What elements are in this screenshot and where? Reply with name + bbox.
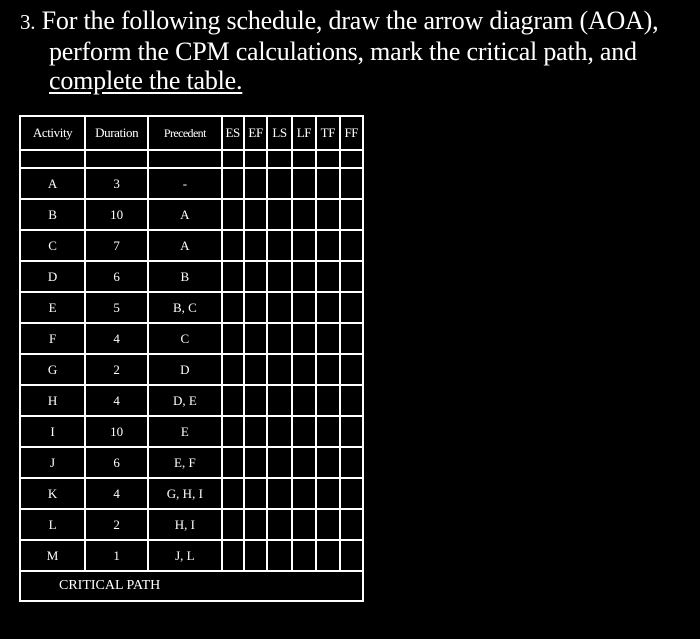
duration-cell: 10 bbox=[85, 199, 148, 230]
ef-cell bbox=[244, 385, 267, 416]
header-ls: LS bbox=[267, 116, 291, 150]
precedent-cell: A bbox=[148, 230, 221, 261]
precedent-cell: C bbox=[148, 323, 221, 354]
es-cell bbox=[222, 199, 244, 230]
ff-cell bbox=[340, 199, 363, 230]
spacer-cell bbox=[20, 150, 85, 168]
ef-cell bbox=[244, 509, 267, 540]
es-cell bbox=[222, 509, 244, 540]
activity-cell: E bbox=[20, 292, 85, 323]
activity-cell: D bbox=[20, 261, 85, 292]
precedent-cell: A bbox=[148, 199, 221, 230]
lf-cell bbox=[292, 261, 316, 292]
duration-cell: 4 bbox=[85, 385, 148, 416]
precedent-cell: E bbox=[148, 416, 221, 447]
precedent-cell: H, I bbox=[148, 509, 221, 540]
table-row bbox=[20, 416, 363, 447]
precedent-cell: J, L bbox=[148, 540, 221, 571]
header-ef: EF bbox=[244, 116, 267, 150]
ls-cell bbox=[267, 478, 291, 509]
question-text bbox=[20, 6, 695, 95]
table-row bbox=[20, 323, 363, 354]
question-line-2: perform the CPM calculations, mark the critical path, and bbox=[49, 37, 637, 66]
ef-cell bbox=[244, 540, 267, 571]
ef-cell bbox=[244, 199, 267, 230]
activity-cell: G bbox=[20, 354, 85, 385]
lf-cell bbox=[292, 478, 316, 509]
duration-cell: 4 bbox=[85, 323, 148, 354]
tf-cell bbox=[316, 478, 339, 509]
header-duration: Duration bbox=[85, 116, 148, 150]
es-cell bbox=[222, 354, 244, 385]
duration-cell: 6 bbox=[85, 447, 148, 478]
tf-cell bbox=[316, 540, 339, 571]
ef-cell bbox=[244, 416, 267, 447]
ff-cell bbox=[340, 292, 363, 323]
spacer-cell bbox=[340, 150, 363, 168]
header-activity: Activity bbox=[20, 116, 85, 150]
schedule-table bbox=[19, 115, 364, 602]
activity-cell: B bbox=[20, 199, 85, 230]
es-cell bbox=[222, 385, 244, 416]
activity-cell: J bbox=[20, 447, 85, 478]
ff-cell bbox=[340, 230, 363, 261]
ef-cell bbox=[244, 323, 267, 354]
precedent-cell: B, C bbox=[148, 292, 221, 323]
ls-cell bbox=[267, 230, 291, 261]
precedent-cell: D bbox=[148, 354, 221, 385]
spacer-cell bbox=[148, 150, 221, 168]
activity-cell: H bbox=[20, 385, 85, 416]
ff-cell bbox=[340, 478, 363, 509]
ff-cell bbox=[340, 323, 363, 354]
ls-cell bbox=[267, 416, 291, 447]
precedent-cell: B bbox=[148, 261, 221, 292]
table-row bbox=[20, 447, 363, 478]
ff-cell bbox=[340, 540, 363, 571]
ls-cell bbox=[267, 447, 291, 478]
lf-cell bbox=[292, 323, 316, 354]
duration-cell: 6 bbox=[85, 261, 148, 292]
table-row bbox=[20, 261, 363, 292]
ef-cell bbox=[244, 447, 267, 478]
tf-cell bbox=[316, 323, 339, 354]
ef-cell bbox=[244, 478, 267, 509]
tf-cell bbox=[316, 447, 339, 478]
tf-cell bbox=[316, 385, 339, 416]
header-ff: FF bbox=[340, 116, 363, 150]
lf-cell bbox=[292, 230, 316, 261]
table-row bbox=[20, 168, 363, 199]
tf-cell bbox=[316, 354, 339, 385]
ef-cell bbox=[244, 354, 267, 385]
table-row bbox=[20, 230, 363, 261]
duration-cell: 7 bbox=[85, 230, 148, 261]
spacer-cell bbox=[292, 150, 316, 168]
es-cell bbox=[222, 447, 244, 478]
lf-cell bbox=[292, 385, 316, 416]
ff-cell bbox=[340, 509, 363, 540]
activity-cell: L bbox=[20, 509, 85, 540]
table-row bbox=[20, 540, 363, 571]
header-lf: LF bbox=[292, 116, 316, 150]
lf-cell bbox=[292, 416, 316, 447]
ls-cell bbox=[267, 540, 291, 571]
es-cell bbox=[222, 540, 244, 571]
header-es: ES bbox=[222, 116, 244, 150]
es-cell bbox=[222, 478, 244, 509]
precedent-cell: E, F bbox=[148, 447, 221, 478]
duration-cell: 2 bbox=[85, 509, 148, 540]
duration-cell: 3 bbox=[85, 168, 148, 199]
critical-path-row bbox=[20, 571, 363, 601]
ls-cell bbox=[267, 354, 291, 385]
table-spacer-row bbox=[20, 150, 363, 168]
table-row bbox=[20, 292, 363, 323]
tf-cell bbox=[316, 199, 339, 230]
activity-cell: A bbox=[20, 168, 85, 199]
ff-cell bbox=[340, 261, 363, 292]
precedent-cell: D, E bbox=[148, 385, 221, 416]
lf-cell bbox=[292, 292, 316, 323]
header-precedent: Precedent bbox=[148, 116, 221, 150]
tf-cell bbox=[316, 416, 339, 447]
ff-cell bbox=[340, 447, 363, 478]
precedent-cell: - bbox=[148, 168, 221, 199]
es-cell bbox=[222, 230, 244, 261]
activity-cell: I bbox=[20, 416, 85, 447]
duration-cell: 4 bbox=[85, 478, 148, 509]
es-cell bbox=[222, 261, 244, 292]
spacer-cell bbox=[316, 150, 339, 168]
spacer-cell bbox=[267, 150, 291, 168]
precedent-cell: G, H, I bbox=[148, 478, 221, 509]
ls-cell bbox=[267, 168, 291, 199]
table-row bbox=[20, 478, 363, 509]
spacer-cell bbox=[222, 150, 244, 168]
lf-cell bbox=[292, 509, 316, 540]
ls-cell bbox=[267, 509, 291, 540]
duration-cell: 1 bbox=[85, 540, 148, 571]
es-cell bbox=[222, 292, 244, 323]
tf-cell bbox=[316, 509, 339, 540]
es-cell bbox=[222, 323, 244, 354]
lf-cell bbox=[292, 540, 316, 571]
critical-path-label: CRITICAL PATH bbox=[20, 571, 363, 601]
lf-cell bbox=[292, 354, 316, 385]
question-line-3-text: complete the table. bbox=[49, 66, 243, 95]
ff-cell bbox=[340, 168, 363, 199]
activity-cell: C bbox=[20, 230, 85, 261]
table-header-row bbox=[20, 116, 363, 150]
spacer-cell bbox=[244, 150, 267, 168]
lf-cell bbox=[292, 199, 316, 230]
ef-cell bbox=[244, 292, 267, 323]
table-row bbox=[20, 509, 363, 540]
tf-cell bbox=[316, 168, 339, 199]
ef-cell bbox=[244, 261, 267, 292]
ls-cell bbox=[267, 385, 291, 416]
tf-cell bbox=[316, 261, 339, 292]
ff-cell bbox=[340, 354, 363, 385]
question-line-3 bbox=[20, 66, 695, 95]
ls-cell bbox=[267, 323, 291, 354]
ff-cell bbox=[340, 385, 363, 416]
activity-cell: M bbox=[20, 540, 85, 571]
spacer-cell bbox=[85, 150, 148, 168]
duration-cell: 10 bbox=[85, 416, 148, 447]
duration-cell: 5 bbox=[85, 292, 148, 323]
ls-cell bbox=[267, 292, 291, 323]
lf-cell bbox=[292, 168, 316, 199]
ff-cell bbox=[340, 416, 363, 447]
question-line-1 bbox=[20, 6, 695, 37]
ef-cell bbox=[244, 230, 267, 261]
activity-cell: F bbox=[20, 323, 85, 354]
question-line-1-text: For the following schedule, draw the arrow diagram (AOA), bbox=[41, 6, 659, 35]
duration-cell: 2 bbox=[85, 354, 148, 385]
es-cell bbox=[222, 416, 244, 447]
ls-cell bbox=[267, 199, 291, 230]
question-number: 3. bbox=[20, 10, 36, 34]
header-tf: TF bbox=[316, 116, 339, 150]
table-row bbox=[20, 199, 363, 230]
table-row bbox=[20, 385, 363, 416]
tf-cell bbox=[316, 292, 339, 323]
ls-cell bbox=[267, 261, 291, 292]
table-row bbox=[20, 354, 363, 385]
es-cell bbox=[222, 168, 244, 199]
ef-cell bbox=[244, 168, 267, 199]
lf-cell bbox=[292, 447, 316, 478]
tf-cell bbox=[316, 230, 339, 261]
activity-cell: K bbox=[20, 478, 85, 509]
